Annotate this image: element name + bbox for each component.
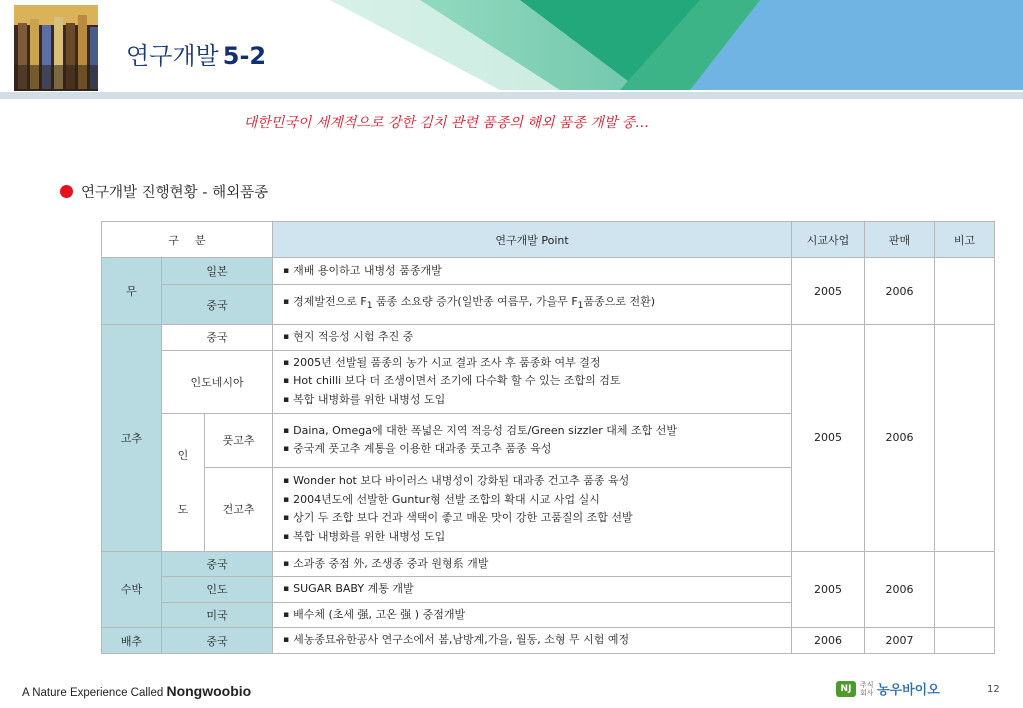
header-photo bbox=[14, 5, 98, 91]
section-heading-text: 연구개발 진행현황 - 해외품종 bbox=[81, 185, 269, 201]
sales-year: 2006 bbox=[865, 325, 935, 552]
note-cell bbox=[935, 551, 995, 628]
category-mu: 무 bbox=[102, 258, 162, 325]
footer-brand-logo bbox=[836, 679, 940, 698]
region-cell: 인도네시아 bbox=[162, 350, 273, 413]
header-sales: 판매 bbox=[865, 222, 935, 258]
trial-year: 2005 bbox=[792, 551, 865, 628]
research-status-table bbox=[101, 221, 995, 654]
header-banner bbox=[0, 0, 1023, 100]
trial-year: 2005 bbox=[792, 325, 865, 552]
trial-year: 2005 bbox=[792, 258, 865, 325]
trial-year: 2006 bbox=[792, 628, 865, 654]
note-cell bbox=[935, 258, 995, 325]
sales-year: 2006 bbox=[865, 258, 935, 325]
page-title-text: 연구개발 bbox=[126, 42, 219, 70]
brand-badge-icon: NJ bbox=[836, 681, 856, 697]
page-title bbox=[126, 36, 266, 71]
region-cell: 중국 bbox=[162, 285, 273, 325]
point-cell: ▪ 경제발전으로 $F_1$ 품종 소요량 증가(일반종 여름무, 가을무 $F_1$품종으로 전환) bbox=[273, 285, 792, 325]
region-cell: 인도 bbox=[162, 577, 273, 603]
table-row bbox=[102, 325, 995, 351]
region-cell: 미국 bbox=[162, 602, 273, 628]
page-title-number: 5-2 bbox=[222, 42, 267, 70]
point-cell: ▪ 2005년 선발될 품종의 농가 시교 결과 조사 후 품종화 여부 결정 ▪ Hot chilli 보다 더 조생이면서 조기에 다수확 할 수 있는 조합의 검토 ▪ 복합 내병화를 위한 내병성 도입 bbox=[273, 350, 792, 413]
footer-tagline-brand: Nongwoobio bbox=[166, 683, 252, 699]
table-row bbox=[102, 628, 995, 654]
category-gochu: 고추 bbox=[102, 325, 162, 552]
page-subtitle: 대한민국이 세계적으로 강한 김치 관련 품종의 해외 품종 개발 중… bbox=[243, 115, 650, 131]
region-cell: 일본 bbox=[162, 258, 273, 285]
note-cell bbox=[935, 628, 995, 654]
header-gubun: 구 분 bbox=[102, 222, 273, 258]
page-number: 12 bbox=[987, 684, 1000, 695]
brand-corp-label: 주식 회사 bbox=[860, 680, 874, 697]
point-cell: ▪ 소과종 중점 外, 조생종 중과 원형系 개발 bbox=[273, 551, 792, 577]
table-row bbox=[102, 551, 995, 577]
table-row bbox=[102, 258, 995, 285]
sales-year: 2007 bbox=[865, 628, 935, 654]
region-cell: 중국 bbox=[162, 325, 273, 351]
point-cell: ▪ Wonder hot 보다 바이러스 내병성이 강화된 대과종 건고추 품종 육성 ▪ 2004년도에 선발한 Guntur형 선발 조합의 확대 시교 사업 실시 ▪ 상기 두 조합 보다 건과 색택이 좋고 매운 맛이 강한 고품질의 조합 선발 ▪ 복합 내병화를 위한 내병성 도입 bbox=[273, 467, 792, 551]
region-cell: 중국 bbox=[162, 551, 273, 577]
category-subak: 수박 bbox=[102, 551, 162, 628]
point-cell: ▪ 현지 적응성 시험 추진 중 bbox=[273, 325, 792, 351]
footer-tagline: A Nature Experience Called Nongwoobio bbox=[22, 683, 252, 699]
point-cell: ▪ 세농종묘유한공사 연구소에서 봄,남방계,가을, 월동, 소형 무 시험 예정 bbox=[273, 628, 792, 654]
table-header-row bbox=[102, 222, 995, 258]
region-india: 인 도 bbox=[162, 413, 205, 551]
sales-year: 2006 bbox=[865, 551, 935, 628]
point-cell: ▪ 재배 용이하고 내병성 품종개발 bbox=[273, 258, 792, 285]
header-note: 비고 bbox=[935, 222, 995, 258]
section-heading bbox=[60, 181, 268, 202]
subregion-cell: 풋고추 bbox=[205, 413, 273, 467]
region-cell: 중국 bbox=[162, 628, 273, 654]
point-cell: ▪ 배수체 (초세 强, 고온 强 ) 중점개발 bbox=[273, 602, 792, 628]
header-trial: 시교사업 bbox=[792, 222, 865, 258]
brand-name: 농우바이오 bbox=[877, 683, 940, 698]
category-baechu: 배추 bbox=[102, 628, 162, 654]
point-cell: ▪ Daina, Omega에 대한 폭넓은 지역 적응성 검토/Green sizzler 대체 조합 선발 ▪ 중국계 풋고추 계통을 이용한 대과종 풋고추 품종 육성 bbox=[273, 413, 792, 467]
point-cell: ▪ SUGAR BABY 계통 개발 bbox=[273, 577, 792, 603]
bullet-dot-icon bbox=[60, 185, 73, 198]
note-cell bbox=[935, 325, 995, 552]
subregion-cell: 건고추 bbox=[205, 467, 273, 551]
header-point: 연구개발 Point bbox=[273, 222, 792, 258]
